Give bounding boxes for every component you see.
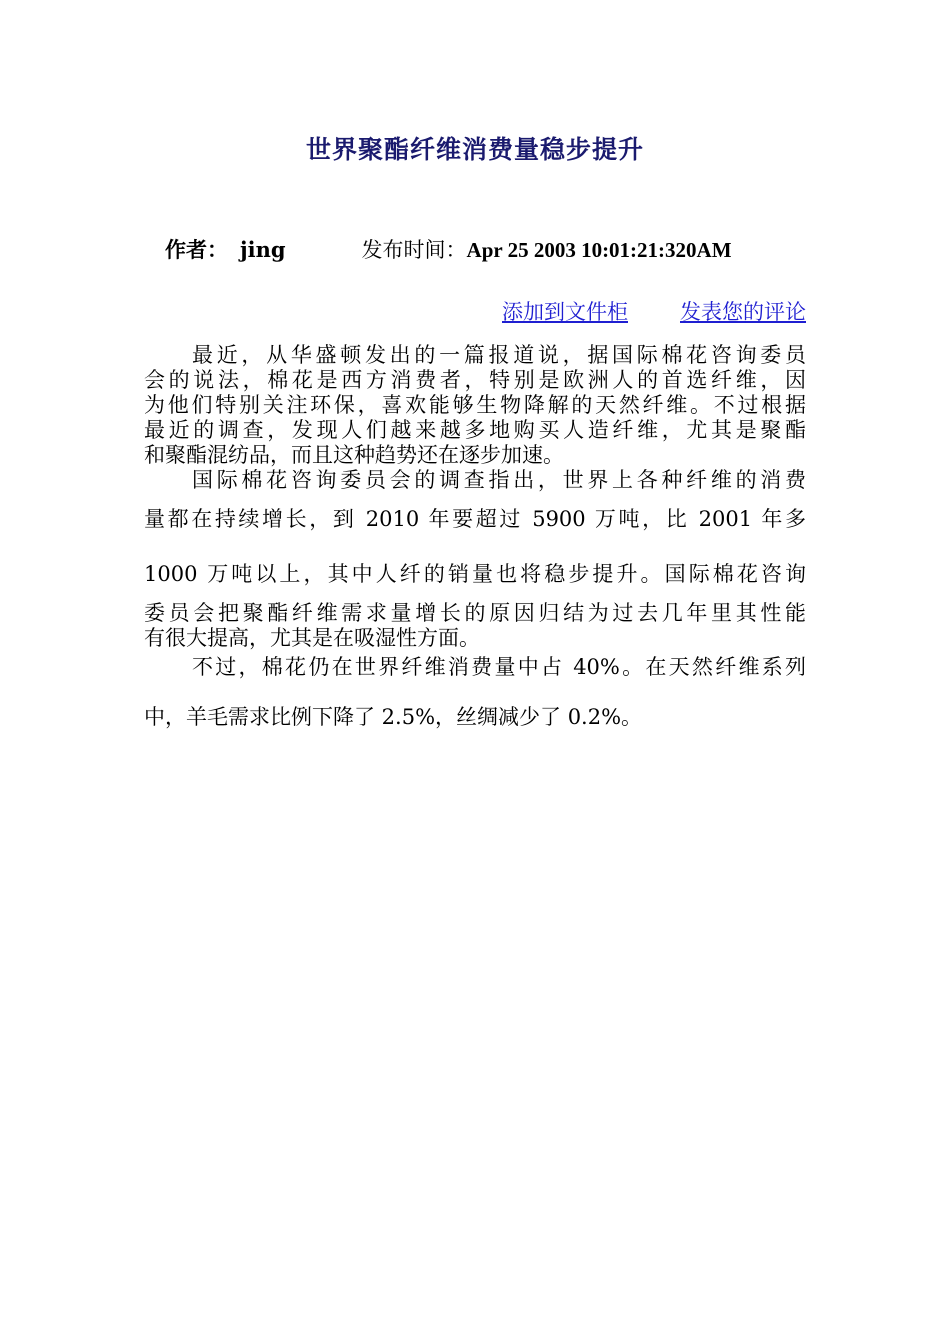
paragraph-1: [144, 343, 806, 468]
paragraph-line: 为他们特别关注环保，喜欢能够生物降解的天然纤维。不过根据: [144, 393, 806, 417]
paragraph-line: 量都在持续增长，到 2010 年要超过 5900 万吨，比 2001 年多: [144, 507, 806, 531]
paragraph-3: [144, 655, 806, 730]
paragraph-2: [144, 468, 806, 651]
paragraph-line: 会的说法，棉花是西方消费者，特别是欧洲人的首选纤维，因: [144, 368, 806, 392]
paragraph-line: 不过，棉花仍在世界纤维消费量中占 40%。在天然纤维系列: [192, 655, 806, 679]
paragraph-line: 委员会把聚酯纤维需求量增长的原因归结为过去几年里其性能: [144, 601, 806, 625]
paragraph-line: 1000 万吨以上，其中人纤的销量也将稳步提升。国际棉花咨询: [144, 562, 806, 586]
article-meta: [165, 234, 732, 264]
paragraph-line: 有很大提高，尤其是在吸湿性方面。: [144, 626, 480, 650]
article-actions: [502, 296, 806, 326]
post-comment-link[interactable]: 发表您的评论: [680, 300, 806, 324]
paragraph-line: 最近，从华盛顿发出的一篇报道说，据国际棉花咨询委员: [192, 343, 806, 367]
paragraph-line: 中，羊毛需求比例下降了 2.5%，丝绸减少了 0.2%。: [144, 705, 643, 729]
publish-time-label: 发布时间：: [361, 238, 467, 262]
paragraph-line: 和聚酯混纺品，而且这种趋势还在逐步加速。: [144, 443, 564, 467]
paragraph-line: 最近的调查，发现人们越来越多地购买人造纤维，尤其是聚酯: [144, 418, 806, 442]
article-title: 世界聚酯纤维消费量稳步提升: [305, 135, 644, 164]
publish-time-value: Apr 25 2003 10:01:21:320AM: [466, 238, 732, 262]
add-to-cabinet-link[interactable]: 添加到文件柜: [502, 300, 628, 324]
paragraph-line: 国际棉花咨询委员会的调查指出，世界上各种纤维的消费: [192, 468, 806, 492]
author-label: 作者：: [165, 237, 228, 262]
author-name: jing: [240, 237, 286, 262]
